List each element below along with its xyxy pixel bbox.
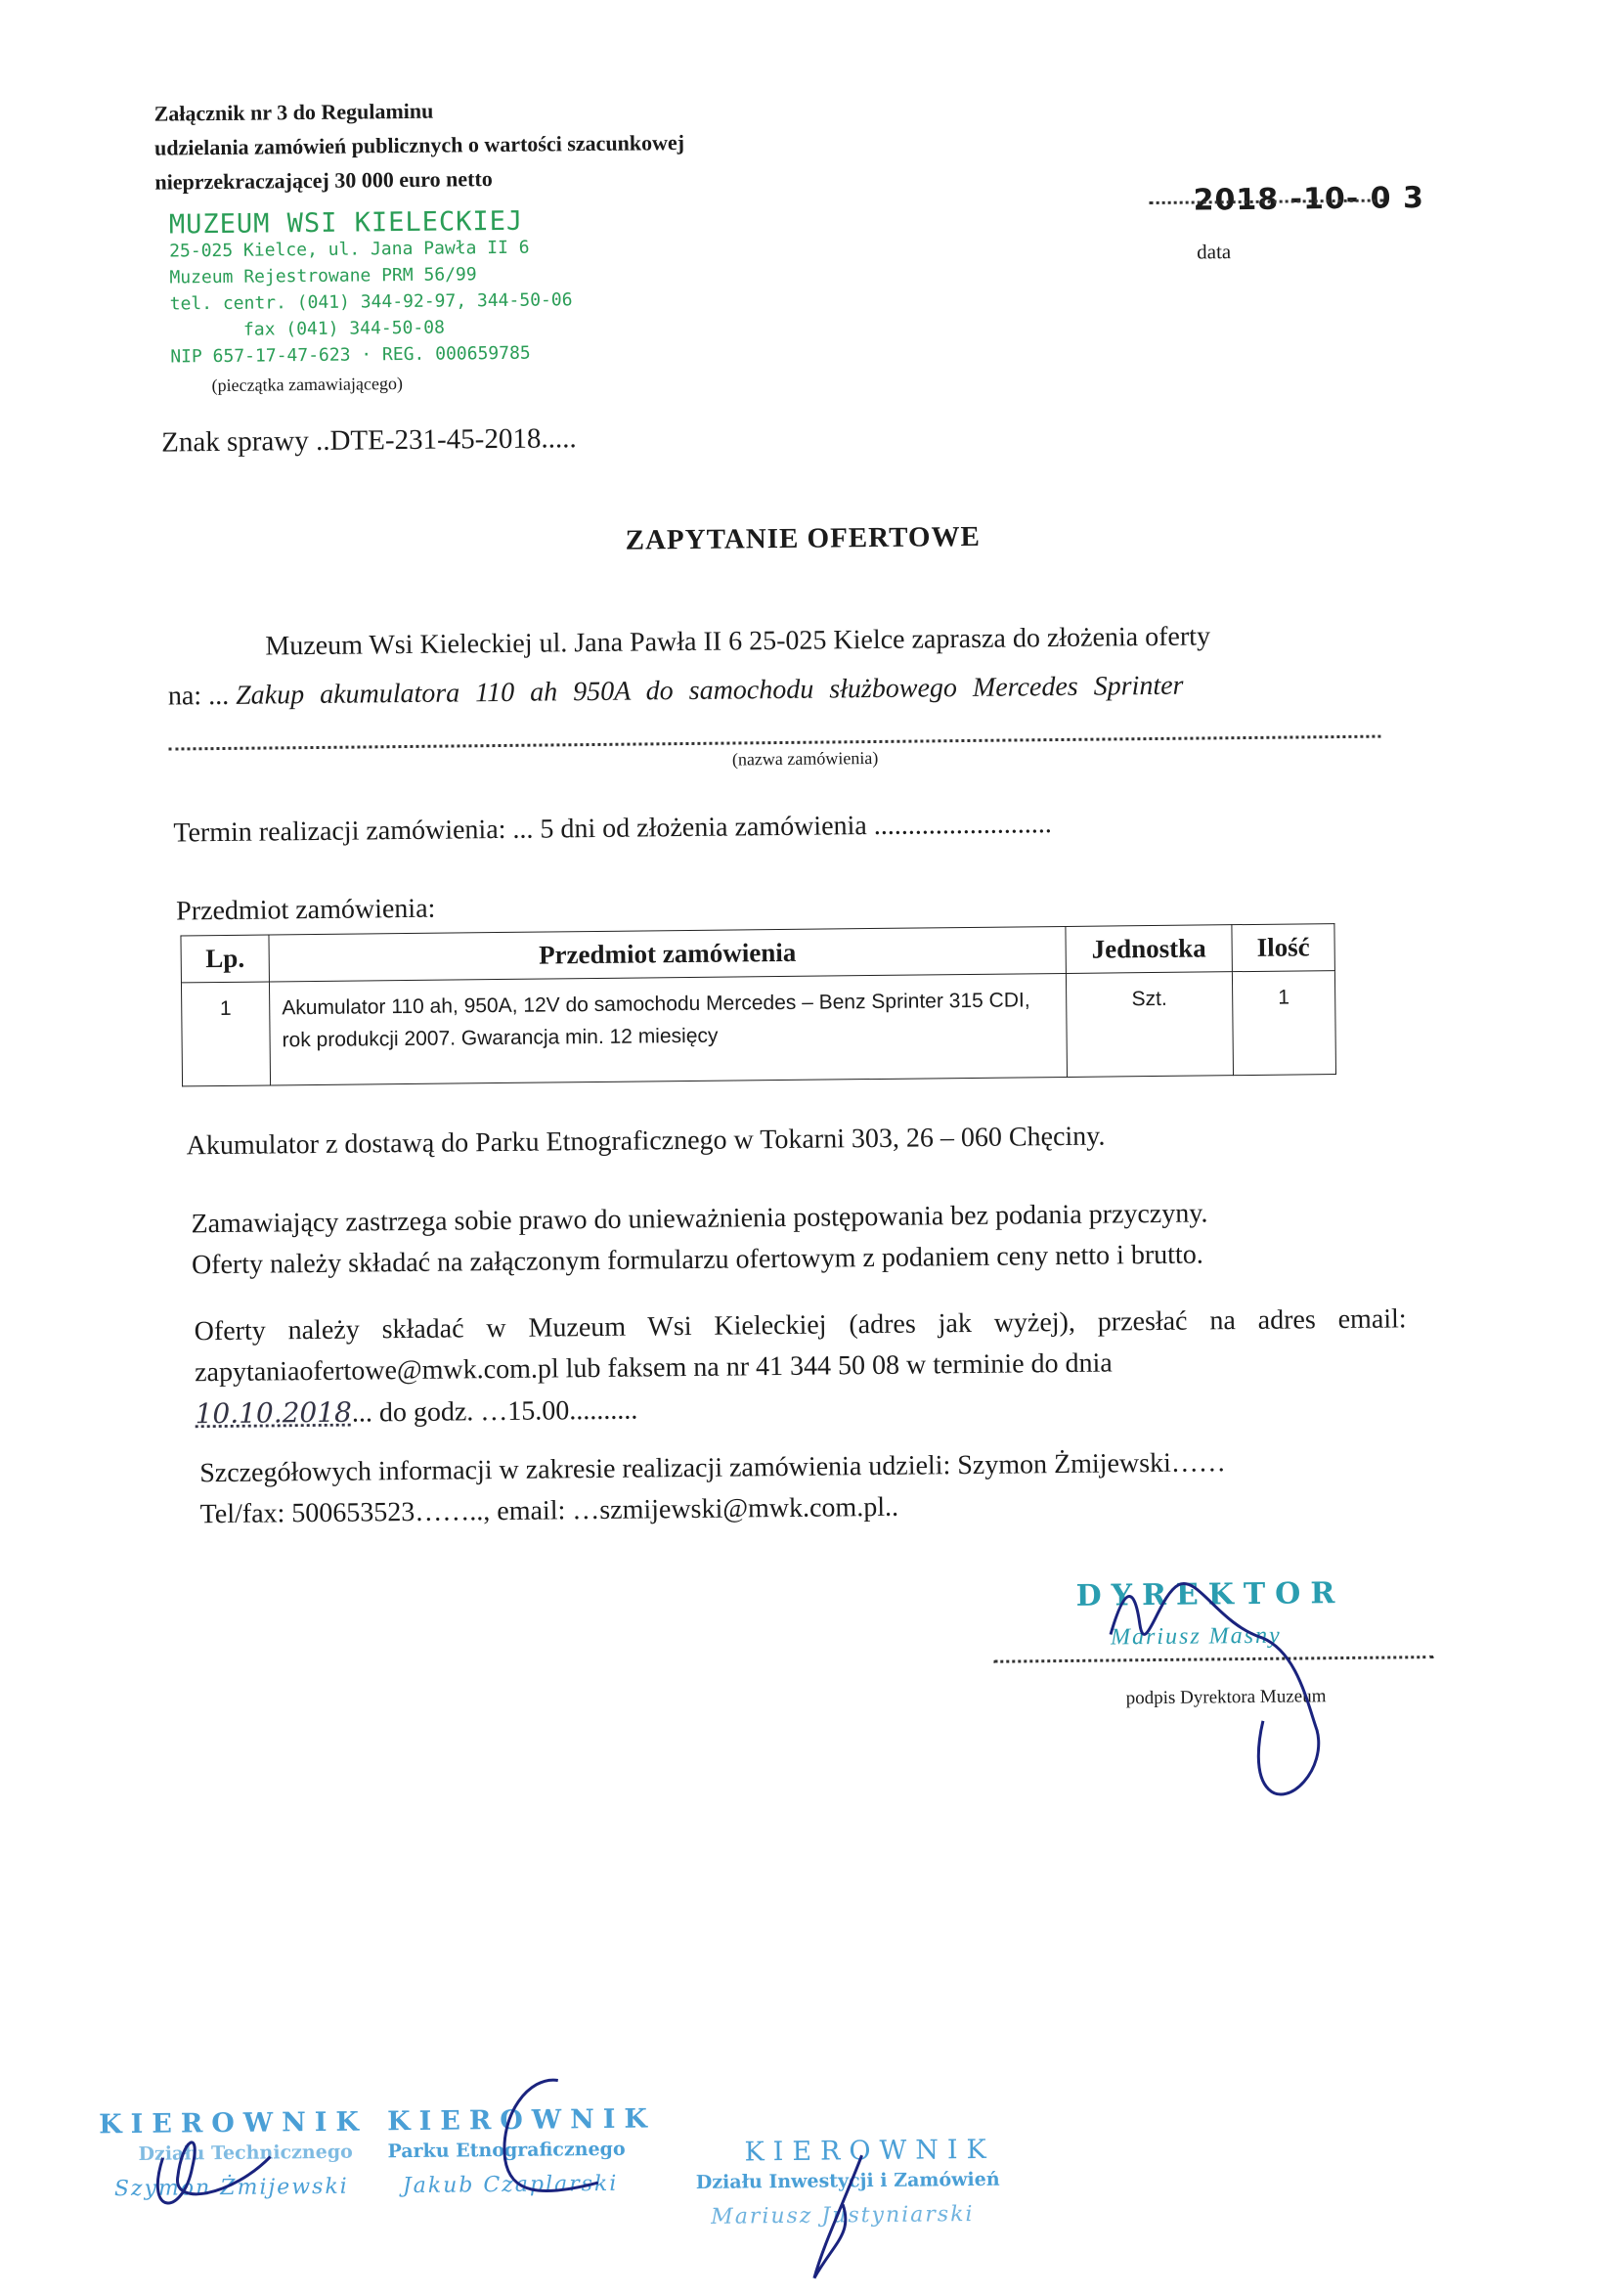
kierownik-title: KIEROWNIK xyxy=(99,2106,369,2141)
kierownik-department: Działu Technicznego xyxy=(138,2141,353,2165)
header-unit: Jednostka xyxy=(1066,925,1232,974)
museum-stamp-address: 25-025 Kielce, ul. Jana Pawła II 6 xyxy=(169,237,530,262)
header-line-1: Załącznik nr 3 do Regulaminu xyxy=(153,98,434,126)
museum-stamp-ids: NIP 657-17-47-623 · REG. 000659785 xyxy=(170,342,531,368)
case-number: Znak sprawy ..DTE-231-45-2018..... xyxy=(161,422,577,459)
header-line-3: nieprzekraczającej 30 000 euro netto xyxy=(154,166,493,195)
kierownik-name: Mariusz Justyniarski xyxy=(711,2202,975,2230)
date-label: data xyxy=(1197,240,1232,264)
order-name: Zakup akumulatora 110 ah 950A do samochodu służbowego Mercedes Sprinter xyxy=(235,670,1184,711)
intro-prefix: na: ... xyxy=(167,680,237,712)
intro-line-2 xyxy=(168,668,1400,712)
museum-stamp-fax: fax (041) 344-50-08 xyxy=(242,317,445,340)
director-caption: podpis Dyrektora Muzeum xyxy=(1125,1686,1327,1709)
museum-stamp-phone: tel. centr. (041) 344-92-97, 344-50-06 xyxy=(169,289,573,315)
contact-paragraph xyxy=(199,1440,1432,1535)
order-caption: (nazwa zamówienia) xyxy=(731,747,879,770)
intro-line-1: Muzeum Wsi Kieleckiej ul. Jana Pawła II 6 25-025 Kielce zaprasza do złożenia oferty xyxy=(265,621,1211,662)
kierownik-title: KIEROWNIK xyxy=(387,2103,657,2138)
signature-investments xyxy=(783,2145,902,2288)
terms-paragraph xyxy=(191,1191,1404,1286)
stamp-caption: (pieczątka zamawiającego) xyxy=(211,374,404,396)
museum-stamp xyxy=(169,207,573,370)
cell-lp: 1 xyxy=(181,982,270,1086)
offers-text: Oferty należy składać w Muzeum Wsi Kieleckiej (adres jak wyżej), przesłać na adres email: zapytaniaofertowe@mwk.com.pl lub faksem na nr 41 344 50 08 w terminie do dnia xyxy=(194,1303,1407,1389)
header-line-2: udzielania zamówień publicznych o wartości szacunkowej xyxy=(153,129,685,160)
director-stamp: DYREKTOR xyxy=(1075,1576,1345,1613)
terms-line-1: Zamawiający zastrzega sobie prawo do unieważnienia postępowania bez podania przyczyny. xyxy=(191,1198,1208,1240)
kierownik-name: Jakub Czaplarski xyxy=(402,2171,619,2199)
handwritten-deadline-date: 10.10.2018 xyxy=(195,1395,353,1431)
delivery-info: Akumulator z dostawą do Parku Etnograficznego w Tokarni 303, 26 – 060 Chęciny. xyxy=(186,1121,1106,1162)
museum-stamp-registry: Muzeum Rejestrowane PRM 56/99 xyxy=(169,264,477,288)
items-table xyxy=(180,923,1336,1086)
cell-qty: 1 xyxy=(1232,971,1335,1076)
deadline: Termin realizacji zamówienia: ... 5 dni od złożenia zamówienia .......................... xyxy=(173,809,1052,849)
cell-item: Akumulator 110 ah, 950A, 12V do samochodu Mercedes – Benz Sprinter 315 CDI, rok produkcji 2007. Gwarancja min. 12 miesięcy xyxy=(269,973,1067,1085)
terms-line-2: Oferty należy składać na załączonym formularzu ofertowym z podaniem ceny netto i brutto. xyxy=(191,1239,1203,1281)
director-signature xyxy=(1090,1564,1386,1831)
kierownik-title: KIEROWNIK xyxy=(744,2134,995,2168)
kierownik-department: Parku Etnograficznego xyxy=(387,2138,626,2163)
subject-label: Przedmiot zamówienia: xyxy=(176,893,436,927)
header-qty: Ilość xyxy=(1232,924,1334,972)
museum-stamp-name: MUZEUM WSI KIELECKIEJ xyxy=(168,205,524,241)
table-row xyxy=(181,971,1335,1086)
date-value: 2018 -10- 0 3 xyxy=(1193,181,1425,218)
cell-unit: Szt. xyxy=(1066,972,1233,1078)
signature-park xyxy=(460,2065,619,2214)
attachment-header xyxy=(153,91,684,199)
offers-paragraph xyxy=(194,1299,1407,1435)
kierownik-department: Działu Inwestycji i Zamówień xyxy=(695,2168,1000,2193)
kierownik-name: Szymon Żmijewski xyxy=(113,2174,349,2202)
director-name: Mariusz Masny xyxy=(1110,1622,1282,1651)
contact-line-2: Tel/fax: 500653523…….., email: …szmijewski@mwk.com.pl.. xyxy=(199,1491,899,1530)
document-title: ZAPYTANIE OFERTOWE xyxy=(625,520,981,556)
offers-hour: ... do godz. …15.00.......... xyxy=(351,1394,638,1429)
signature-technical xyxy=(123,2097,290,2227)
header-item: Przedmiot zamówienia xyxy=(269,926,1066,982)
header-lp: Lp. xyxy=(181,935,269,983)
contact-line-1: Szczegółowych informacji w zakresie realizacji zamówienia udzieli: Szymon Żmijewski…… xyxy=(199,1447,1226,1489)
